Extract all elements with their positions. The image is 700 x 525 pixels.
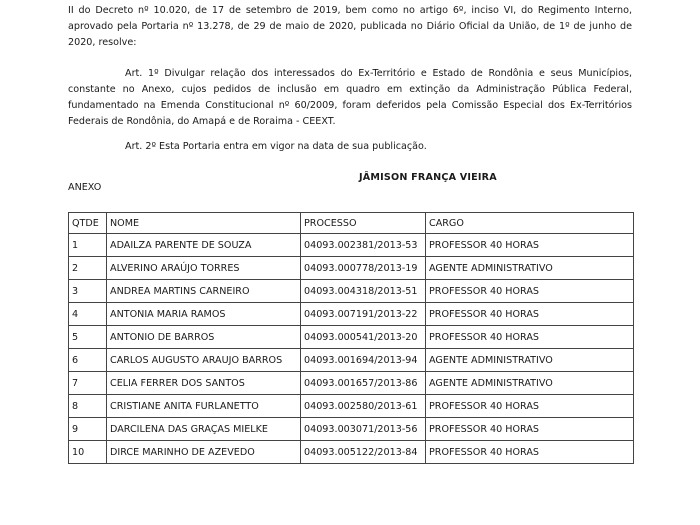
cell-processo: 04093.001694/2013-94 <box>301 349 426 372</box>
cell-qtde: 10 <box>69 441 107 464</box>
table-row <box>69 303 634 326</box>
table-row <box>69 372 634 395</box>
cell-qtde: 5 <box>69 326 107 349</box>
table-row <box>69 395 634 418</box>
cell-nome: ALVERINO ARAÚJO TORRES <box>107 257 301 280</box>
header-cargo: CARGO <box>426 213 634 234</box>
cell-nome: CARLOS AUGUSTO ARAUJO BARROS <box>107 349 301 372</box>
table-row <box>69 257 634 280</box>
cell-processo: 04093.005122/2013-84 <box>301 441 426 464</box>
cell-qtde: 8 <box>69 395 107 418</box>
cell-qtde: 7 <box>69 372 107 395</box>
cell-qtde: 2 <box>69 257 107 280</box>
cell-cargo: AGENTE ADMINISTRATIVO <box>426 372 634 395</box>
intro-paragraph: II do Decreto nº 10.020, de 17 de setembro de 2019, bem como no artigo 6º, inciso VI, do Regimento Interno, aprovado pela Portaria nº 13.278, de 29 de maio de 2020, publicada no Diário Oficial da União, de 1º de junho de 2020, resolve: <box>68 5 632 48</box>
annex-label: ANEXO <box>68 182 102 193</box>
cell-nome: ADAILZA PARENTE DE SOUZA <box>107 234 301 257</box>
cell-processo: 04093.001657/2013-86 <box>301 372 426 395</box>
signatory-name: JÂMISON FRANÇA VIEIRA <box>359 172 497 183</box>
cell-cargo: PROFESSOR 40 HORAS <box>426 326 634 349</box>
cell-qtde: 3 <box>69 280 107 303</box>
table-row <box>69 441 634 464</box>
cell-nome: ANTONIA MARIA RAMOS <box>107 303 301 326</box>
cell-processo: 04093.004318/2013-51 <box>301 280 426 303</box>
header-qtde: QTDE <box>69 213 107 234</box>
cell-nome: CELIA FERRER DOS SANTOS <box>107 372 301 395</box>
header-nome: NOME <box>107 213 301 234</box>
cell-nome: CRISTIANE ANITA FURLANETTO <box>107 395 301 418</box>
cell-nome: DIRCE MARINHO DE AZEVEDO <box>107 441 301 464</box>
cell-cargo: PROFESSOR 40 HORAS <box>426 441 634 464</box>
cell-qtde: 4 <box>69 303 107 326</box>
cell-qtde: 9 <box>69 418 107 441</box>
cell-cargo: PROFESSOR 40 HORAS <box>426 418 634 441</box>
table-row <box>69 418 634 441</box>
cell-processo: 04093.000778/2013-19 <box>301 257 426 280</box>
cell-processo: 04093.000541/2013-20 <box>301 326 426 349</box>
cell-qtde: 1 <box>69 234 107 257</box>
table-row <box>69 349 634 372</box>
cell-cargo: AGENTE ADMINISTRATIVO <box>426 257 634 280</box>
cell-nome: DARCILENA DAS GRAÇAS MIELKE <box>107 418 301 441</box>
article-1-paragraph: Art. 1º Divulgar relação dos interessados do Ex-Território e Estado de Rondônia e seus Municípios, constante no Anexo, cujos pedidos de inclusão em quadro em extinção da Administração Pública Federal, fundamentado na Emenda Constitucional nº 60/2009, foram deferidos pela Comissão Especial dos Ex-Territórios Federais de Rondônia, do Amapá e de Roraima - CEEXT. <box>68 68 632 127</box>
cell-processo: 04093.003071/2013-56 <box>301 418 426 441</box>
article-2-paragraph: Art. 2º Esta Portaria entra em vigor na data de sua publicação. <box>125 141 427 152</box>
cell-processo: 04093.007191/2013-22 <box>301 303 426 326</box>
cell-cargo: PROFESSOR 40 HORAS <box>426 395 634 418</box>
cell-processo: 04093.002381/2013-53 <box>301 234 426 257</box>
cell-cargo: PROFESSOR 40 HORAS <box>426 280 634 303</box>
cell-cargo: PROFESSOR 40 HORAS <box>426 303 634 326</box>
annex-table <box>68 212 634 464</box>
table-header-row <box>69 213 634 234</box>
cell-cargo: AGENTE ADMINISTRATIVO <box>426 349 634 372</box>
cell-qtde: 6 <box>69 349 107 372</box>
header-processo: PROCESSO <box>301 213 426 234</box>
table-row <box>69 280 634 303</box>
cell-cargo: PROFESSOR 40 HORAS <box>426 234 634 257</box>
cell-processo: 04093.002580/2013-61 <box>301 395 426 418</box>
cell-nome: ANTONIO DE BARROS <box>107 326 301 349</box>
table-row <box>69 234 634 257</box>
table-row <box>69 326 634 349</box>
table-body <box>69 234 634 464</box>
cell-nome: ANDREA MARTINS CARNEIRO <box>107 280 301 303</box>
